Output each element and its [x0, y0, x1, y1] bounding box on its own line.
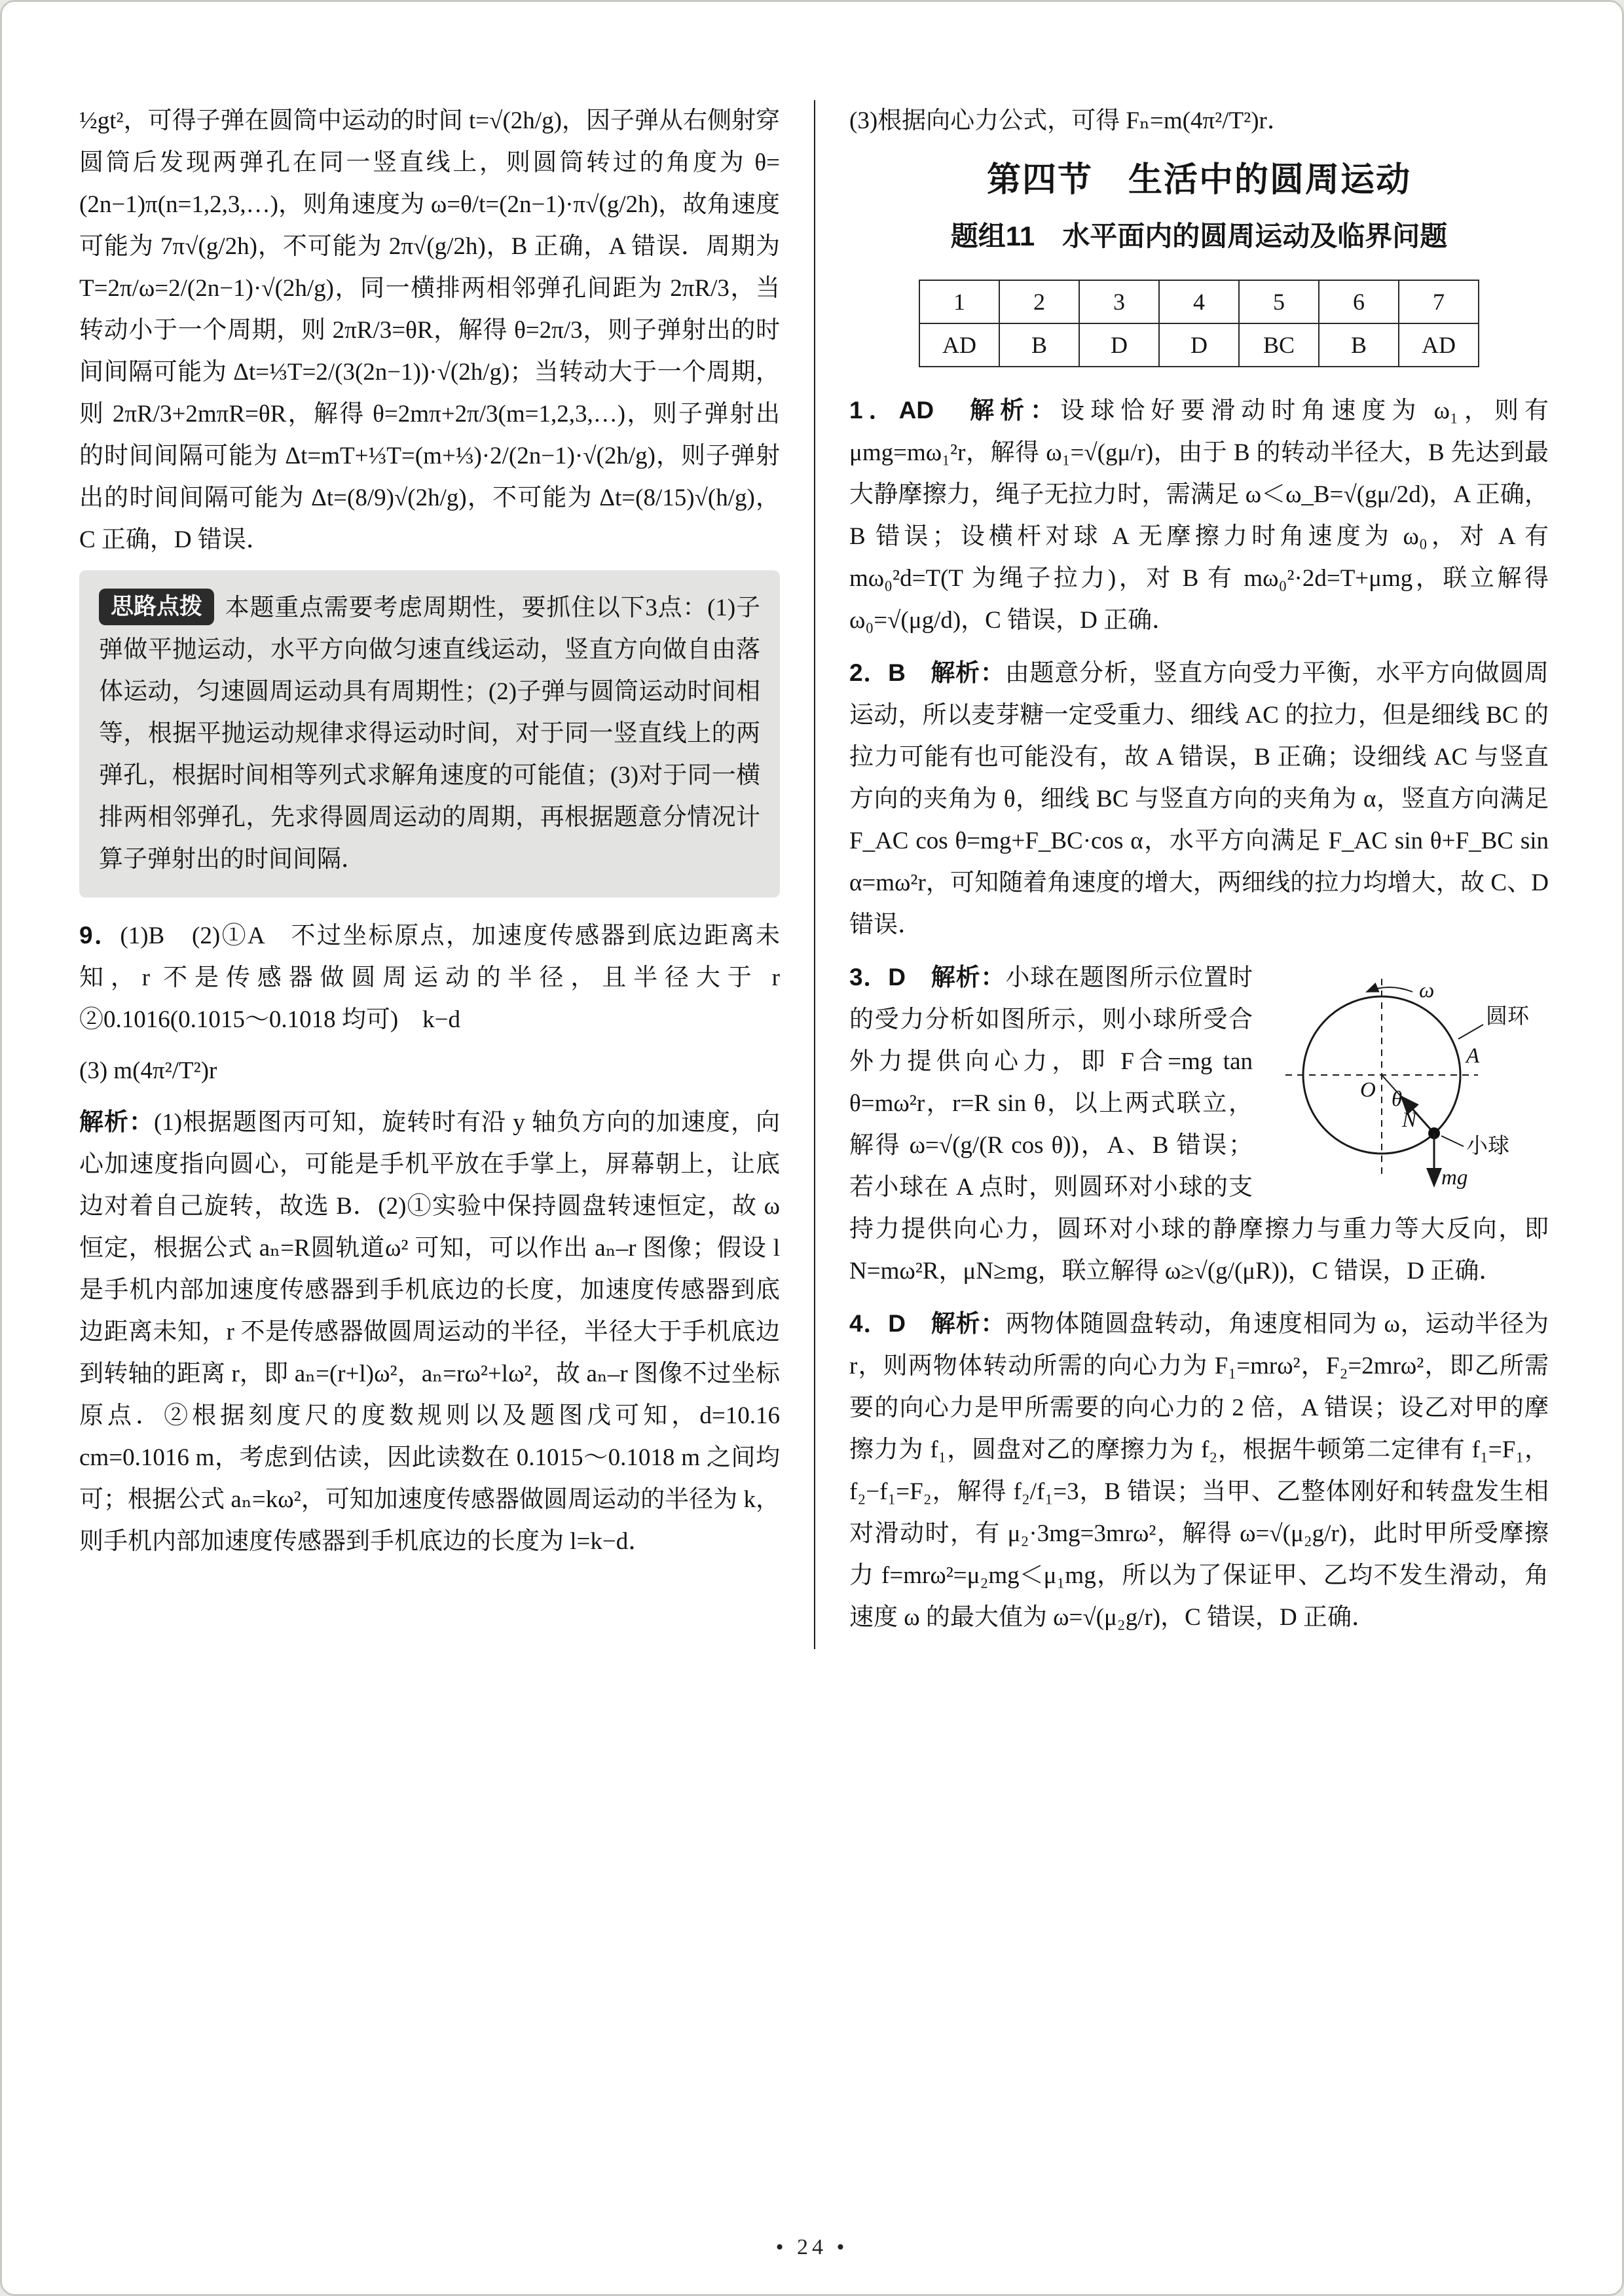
answer-number-cell: 7	[1399, 280, 1479, 323]
answer-number-cell: 3	[1079, 280, 1159, 323]
right-column	[814, 100, 1549, 1649]
explanation-label-4: 解析：	[931, 1310, 1006, 1337]
question-4-number: 4．D	[849, 1310, 931, 1337]
explanation-label-9: 解析：	[79, 1108, 154, 1135]
answer-number-cell: 2	[999, 280, 1079, 323]
answer-table-number-row	[919, 280, 1479, 323]
ball-label: 小球	[1466, 1135, 1509, 1158]
answer-value-cell: B	[999, 323, 1079, 367]
solution-9-explanation	[79, 1101, 780, 1563]
section-title: 第四节 生活中的圆周运动	[986, 161, 1411, 199]
answer-number-cell: 4	[1159, 280, 1239, 323]
solution-8-continued: ½gt²，可得子弹在圆筒中运动的时间 t=√(2h/g)，因子弹从右侧射穿圆筒后发现两弹孔在同一竖直线上，则圆筒转过的角度为 θ=(2n−1)π(n=1,2,3,…)，则角速度为 ω=θ/t=(2n−1)·π√(g/2h)，故角速度可能为 7π√(g/2h)，不可能为 2π√(g/2h)，B 正确，A 错误．周期为 T=2π/ω=2/(2n−1)·√(2h/g)，同一横排两相邻弹孔间距为 2πR/3，当转动小于一个周期，则 2πR/3=θR，解得 θ=2π/3，则子弹射出的时间间隔可能为 Δt=⅓T=2/(3(2n−1))·√(2h/g)；当转动大于一个周期，则 2πR/3+2mπR=θR，解得 θ=2mπ+2π/3(m=1,2,3,…)，则子弹射出的时间间隔可能为 Δt=mT+⅓T=(m+⅓)·2/(2n−1)·√(2h/g)，则子弹射出的时间间隔可能为 Δt=(8/9)√(2h/g)，不可能为 Δt=(8/15)√(h/g)，C 正确，D 错误．	[79, 107, 780, 553]
left-column	[79, 100, 814, 1649]
explanation-text-2: 由题意分析，竖直方向受力平衡，水平方向做圆周运动，所以麦芽糖一定受重力、细线 AC 的拉力，但是细线 BC 的拉力可能有也可能没有，故 A 错误，B 正确；设细线 AC 与竖直方向的夹角为 θ，细线 BC 与竖直方向的夹角为 α，竖直方向满足 F_AC cos θ=mg+F_BC·cos α，水平方向满足 F_AC sin θ+F_BC sin α=mω²r，可知随着角速度的增大，两细线的拉力均增大，故 C、D 错误．	[849, 660, 1549, 938]
solution-4	[849, 1303, 1549, 1639]
ball-leader-line	[1441, 1136, 1464, 1146]
ring-leader-line	[1458, 1025, 1483, 1039]
answer-value-cell: D	[1159, 323, 1239, 367]
answer-value-cell: B	[1319, 323, 1399, 367]
answer-table-answer-row	[919, 323, 1479, 367]
point-a-label: A	[1466, 1044, 1480, 1068]
answer-number-cell: 1	[919, 280, 999, 323]
omega-label: ω	[1419, 979, 1435, 1002]
page-number: • 24 •	[775, 2235, 849, 2259]
answer-value-cell: D	[1079, 323, 1159, 367]
normal-force-label: N	[1402, 1108, 1417, 1132]
question-2-number: 2．B	[849, 659, 931, 686]
explanation-text-4: 两物体随圆盘转动，角速度相同为 ω，运动半径为 r，则两物体转动所需的向心力为 F₁=mrω²，F₂=2mrω²，即乙所需要的向心力是甲所需要的向心力的 2 倍，A 错误；设乙对甲的摩擦力为 f₁，圆盘对乙的摩擦力为 f₂，根据牛顿第二定律有 f₁=F₁，f₂−f₁=F₂，解得 f₂/f₁=3，B 错误；当甲、乙整体刚好和转盘发生相对滑动时，有 μ₂·3mg=3mrω²，解得 ω=√(μ₂g/r)，此时甲所受摩擦力 f=mrω²=μ₂mg＜μ₁mg，所以为了保证甲、乙均不发生滑动，角速度 ω 的最大值为 ω=√(μ₂g/r)，C 错误，D 正确．	[849, 1311, 1549, 1631]
tips-label: 思路点拨	[99, 589, 214, 625]
explanation-text-3: 小球在题图所示位置时的受力分析如图所示，则小球所受合外力提供向心力，即 F合=mg tan θ=mω²r，r=R sin θ，以上两式联立，解得 ω=√(g/(R cos θ))，A、B 错误；若小球在 A 点时，则圆环对小球的支持力提供向心力，圆环对小球的静摩擦力与重力等大反向，即 N=mω²R，μN≥mg，联立解得 ω≥√(g/(μR))，C 错误，D 正确．	[849, 964, 1549, 1285]
tips-box	[79, 570, 780, 898]
question-9-answers: (1)B (2)①A 不过坐标原点，加速度传感器到底边距离未知，r 不是传感器做圆周运动的半径，且半径大于 r ②0.1016(0.1015～0.1018 均可) k−d	[79, 922, 804, 1033]
explanation-text-9: (1)根据题图丙可知，旋转时有沿 y 轴负方向的加速度，向心加速度指向圆心，可能是手机平放在手掌上，屏幕朝上，让底边对着自己旋转，故选 B．(2)①实验中保持圆盘转速恒定，故 ω 恒定，根据公式 aₙ=R圆轨道ω² 可知，可以作出 aₙ–r 图像；假设 l 是手机内部加速度传感器到手机底边的长度，加速度传感器到底边距离未知，r 不是传感器做圆周运动的半径，半径大于手机底边到转轴的距离 r，即 aₙ=(r+l)ω²，aₙ=rω²+lω²，故 aₙ–r 图像不过坐标原点．②根据刻度尺的度数规则以及题图戊可知，d=10.16 cm=0.1016 m，考虑到估读，因此读数在 0.1015～0.1018 m 之间均可；根据公式 aₙ=kω²，可知加速度传感器做圆周运动的半径为 k，则手机内部加速度传感器到手机底边的长度为 l=k−d．	[79, 1109, 780, 1555]
center-o-label: O	[1360, 1078, 1376, 1102]
answer-value-cell: BC	[1239, 323, 1319, 367]
explanation-text-1: 设球恰好要滑动时角速度为 ω₁，则有 μmg=mω₁²r，解得 ω₁=√(gμ/r)，由于 B 的转动半径大，B 先达到最大静摩擦力，绳子无拉力时，需满足 ω＜ω_B=√(gμ/2d)，A 正确，B 错误；设横杆对球 A 无摩擦力时角速度为 ω₀，对 A 有 mω₀²d=T(T 为绳子拉力)，对 B 有 mω₀²·2d=T+μmg，联立解得 ω₀=√(μg/d)，C 错误，D 正确．	[849, 397, 1549, 634]
question-9-number: 9．	[79, 922, 120, 949]
answer-value-cell: AD	[1399, 323, 1479, 367]
solution-1	[849, 390, 1549, 642]
ring-label: 圆环	[1486, 1005, 1529, 1029]
theta-label: θ	[1392, 1087, 1403, 1111]
rotation-arrow	[1367, 987, 1412, 992]
circle-diagram-svg	[1267, 960, 1549, 1203]
explanation-label-3: 解析：	[931, 964, 1006, 991]
solution-2	[849, 652, 1549, 946]
question-3-number: 3．D	[849, 964, 931, 991]
solution-part3-continued: (3)根据向心力公式，可得 Fₙ=m(4π²/T²)r．	[849, 107, 1291, 134]
answer-number-cell: 5	[1239, 280, 1319, 323]
explanation-label-2: 解析：	[931, 659, 1005, 686]
tips-text: 本题重点需要考虑周期性，要抓住以下3点：(1)子弹做平抛运动，水平方向做匀速直线运动，竖直方向做自由落体运动，匀速圆周运动具有周期性；(2)子弹与圆筒运动时间相等，根据平抛运动规律求得运动时间，对于同一竖直线上的两弹孔，根据时间相等列式求解角速度的可能值；(3)对于同一横排两相邻弹孔，先求得圆周运动的周期，再根据题意分情况计算子弹射出的时间间隔．	[99, 594, 760, 873]
force-analysis-diagram	[1267, 960, 1549, 1203]
question-1-number: 1．AD	[849, 397, 970, 424]
explanation-label-1: 解析：	[970, 397, 1061, 424]
answer-key-table	[919, 280, 1479, 367]
problem-group-title: 题组11 水平面内的圆周运动及临界问题	[950, 221, 1448, 251]
answer-number-cell: 6	[1319, 280, 1399, 323]
solution-9-answer-part3: (3) m(4π²/T²)r	[79, 1057, 217, 1084]
answer-value-cell: AD	[919, 323, 999, 367]
solution-9-answer	[79, 915, 804, 1041]
gravity-label: mg	[1441, 1166, 1468, 1190]
content-columns	[79, 100, 1549, 1649]
solution-3	[849, 957, 1549, 1292]
